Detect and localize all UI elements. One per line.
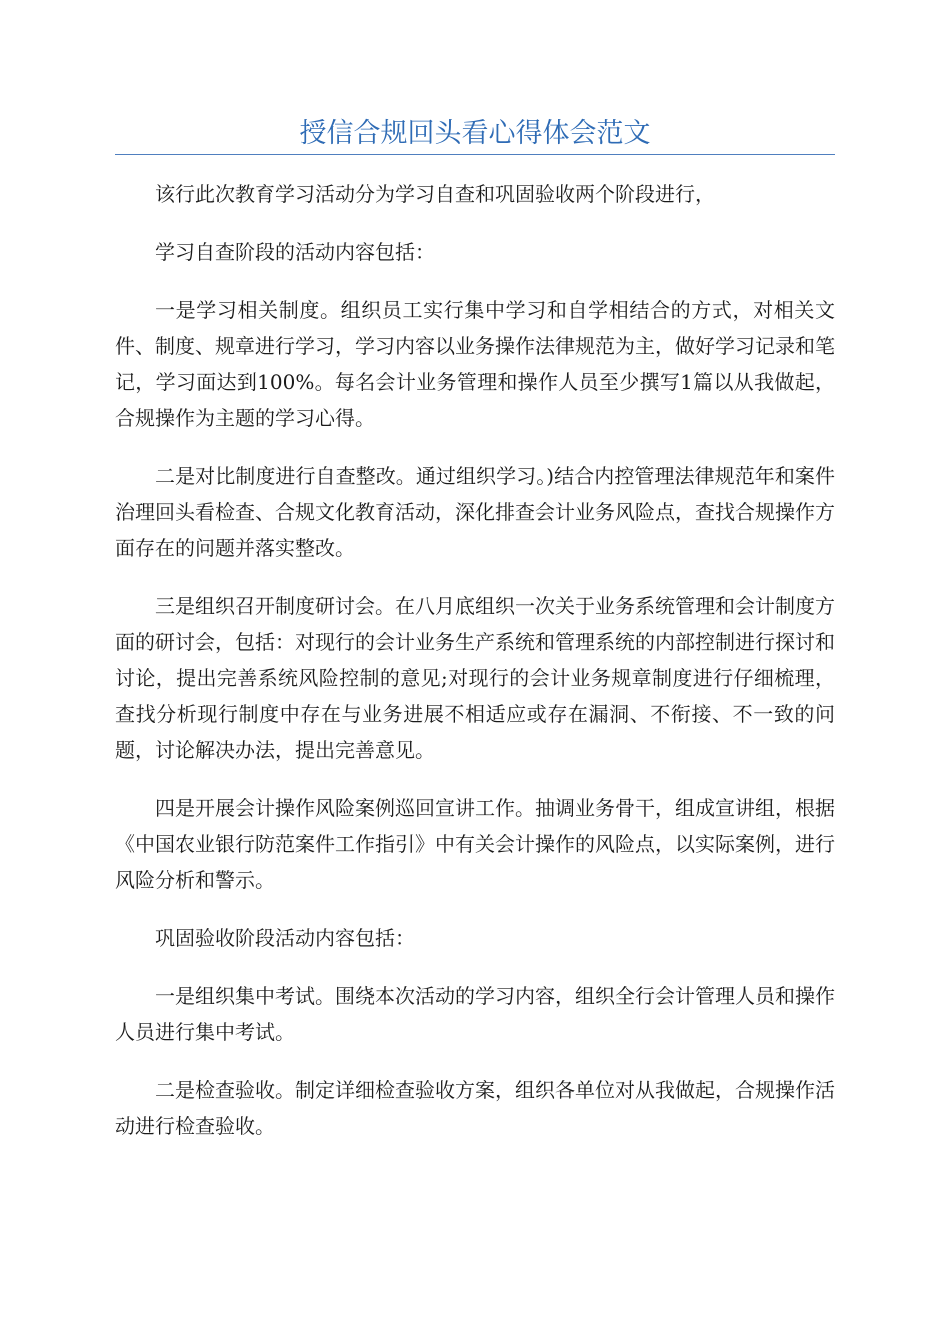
- paragraph: 一是学习相关制度。组织员工实行集中学习和自学相结合的方式，对相关文件、制度、规章进行学习，学习内容以业务操作法律规范为主，做好学习记录和笔记，学习面达到100%。每名会计业务管理和操作人员至少撰写1篇以从我做起，合规操作为主题的学习心得。: [115, 298, 835, 430]
- paragraph: 该行此次教育学习活动分为学习自查和巩固验收两个阶段进行，: [155, 182, 715, 206]
- paragraph: 四是开展会计操作风险案例巡回宣讲工作。抽调业务骨干，组成宣讲组，根据《中国农业银行防范案件工作指引》中有关会计操作的风险点，以实际案例，进行风险分析和警示。: [115, 796, 835, 892]
- document-body: [115, 176, 835, 1166]
- paragraph: 巩固验收阶段活动内容包括：: [155, 926, 415, 950]
- paragraph: 学习自查阶段的活动内容包括：: [155, 240, 435, 264]
- document-title: 授信合规回头看心得体会范文: [299, 118, 651, 149]
- paragraph: 二是对比制度进行自查整改。通过组织学习。)结合内控管理法律规范年和案件治理回头看检查、合规文化教育活动，深化排查会计业务风险点，查找合规操作方面存在的问题并落实整改。: [115, 464, 835, 560]
- paragraph: 二是检查验收。制定详细检查验收方案，组织各单位对从我做起，合规操作活动进行检查验收。: [115, 1078, 835, 1138]
- paragraph: 三是组织召开制度研讨会。在八月底组织一次关于业务系统管理和会计制度方面的研讨会，包括：对现行的会计业务生产系统和管理系统的内部控制进行探讨和讨论，提出完善系统风险控制的意见;对现行的会计业务规章制度进行仔细梳理，查找分析现行制度中存在与业务进展不相适应或存在漏洞、不衔接、不一致的问题，讨论解决办法，提出完善意见。: [115, 594, 835, 762]
- title-underline: [115, 154, 835, 155]
- paragraph: 一是组织集中考试。围绕本次活动的学习内容，组织全行会计管理人员和操作人员进行集中考试。: [115, 984, 835, 1044]
